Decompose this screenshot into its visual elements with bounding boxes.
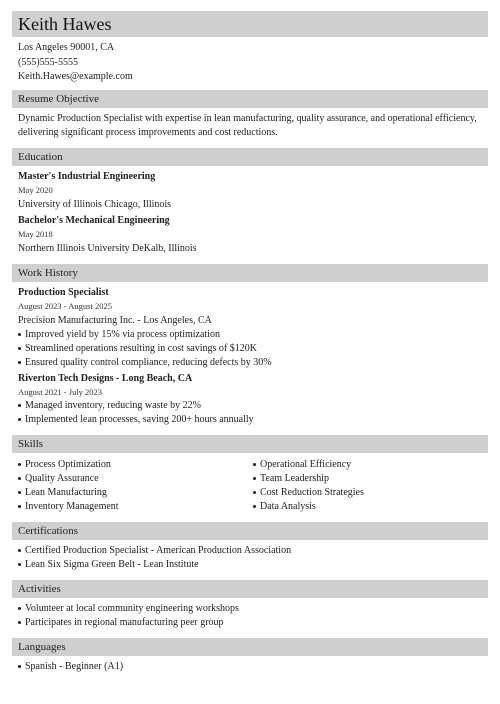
section-heading-certifications	[12, 522, 488, 540]
list-item: Process Optimization	[18, 458, 253, 472]
section-heading-objective	[12, 90, 488, 108]
section-heading-skills	[12, 435, 488, 453]
skills-section	[12, 458, 488, 514]
email: Keith.Hawes@example.com	[18, 71, 133, 82]
education-section	[12, 170, 488, 256]
work-history-section	[12, 286, 488, 427]
section-heading-label: Skills	[18, 437, 44, 450]
education-school: Northern Illinois University DeKalb, Illinois	[18, 242, 197, 254]
list-item: Participates in regional manufacturing peer group	[18, 616, 488, 630]
list-item: Volunteer at local community engineering workshops	[18, 602, 488, 616]
address: Los Angeles 90001, CA	[18, 42, 115, 53]
list-item: Implemented lean processes, saving 200+ hours annually	[18, 413, 488, 427]
section-heading-label: Work History	[18, 266, 78, 279]
section-heading-label: Languages	[18, 640, 66, 653]
activities-section	[12, 602, 488, 630]
candidate-name: Keith Hawes	[18, 13, 112, 34]
list-item: Lean Manufacturing	[18, 486, 253, 500]
job-title: Production Specialist	[18, 286, 109, 298]
languages-section	[12, 660, 488, 674]
certifications-list	[18, 544, 488, 572]
section-heading-label: Education	[18, 150, 63, 163]
list-item: Cost Reduction Strategies	[253, 486, 488, 500]
phone: (555)555-5555	[18, 56, 78, 68]
list-item: Streamlined operations resulting in cost savings of $120K	[18, 342, 488, 356]
name-header	[12, 11, 488, 37]
education-date: May 2018	[18, 228, 53, 239]
list-item: Quality Assurance	[18, 472, 253, 486]
section-heading-label: Certifications	[18, 524, 78, 537]
section-heading-activities	[12, 580, 488, 598]
job-date: August 2023 - August 2025	[18, 300, 112, 311]
list-item: Certified Production Specialist - American Production Association	[18, 544, 488, 558]
job-bullets	[18, 328, 488, 370]
list-item: Lean Six Sigma Green Belt - Lean Institute	[18, 558, 488, 572]
job-bullets	[18, 399, 488, 427]
education-degree: Bachelor's Mechanical Engineering	[18, 214, 170, 226]
job-date: August 2021 - July 2023	[18, 386, 103, 397]
list-item: Inventory Management	[18, 500, 253, 514]
list-item: Data Analysis	[253, 500, 488, 514]
list-item: Team Leadership	[253, 472, 488, 486]
skills-right-column	[253, 458, 488, 514]
section-heading-languages	[12, 638, 488, 656]
section-heading-work-history	[12, 264, 488, 282]
list-item: Improved yield by 15% via process optimization	[18, 328, 488, 342]
list-item: Managed inventory, reducing waste by 22%	[18, 399, 488, 413]
education-degree: Master's Industrial Engineering	[18, 170, 156, 182]
objective-text: Dynamic Production Specialist with expertise in lean manufacturing, quality assurance, and operational efficiency, delivering significant process improvements and cost reductions.	[18, 112, 477, 138]
certifications-section	[12, 544, 488, 572]
section-heading-education	[12, 148, 488, 166]
contact-info	[12, 41, 488, 85]
languages-list	[18, 660, 488, 674]
list-item: Ensured quality control compliance, reducing defects by 30%	[18, 356, 488, 370]
list-item: Spanish - Beginner (A1)	[18, 660, 488, 674]
list-item: Operational Efficiency	[253, 458, 488, 472]
section-heading-label: Activities	[18, 582, 61, 595]
skills-left-column	[18, 458, 253, 514]
education-date: May 2020	[18, 184, 53, 195]
section-heading-label: Resume Objective	[18, 92, 99, 105]
education-school: University of Illinois Chicago, Illinois	[18, 198, 172, 210]
job-title: Riverton Tech Designs - Long Beach, CA	[18, 372, 193, 384]
activities-list	[18, 602, 488, 630]
resume-page	[12, 11, 488, 674]
job-company: Precision Manufacturing Inc. - Los Angeles, CA	[18, 314, 212, 326]
